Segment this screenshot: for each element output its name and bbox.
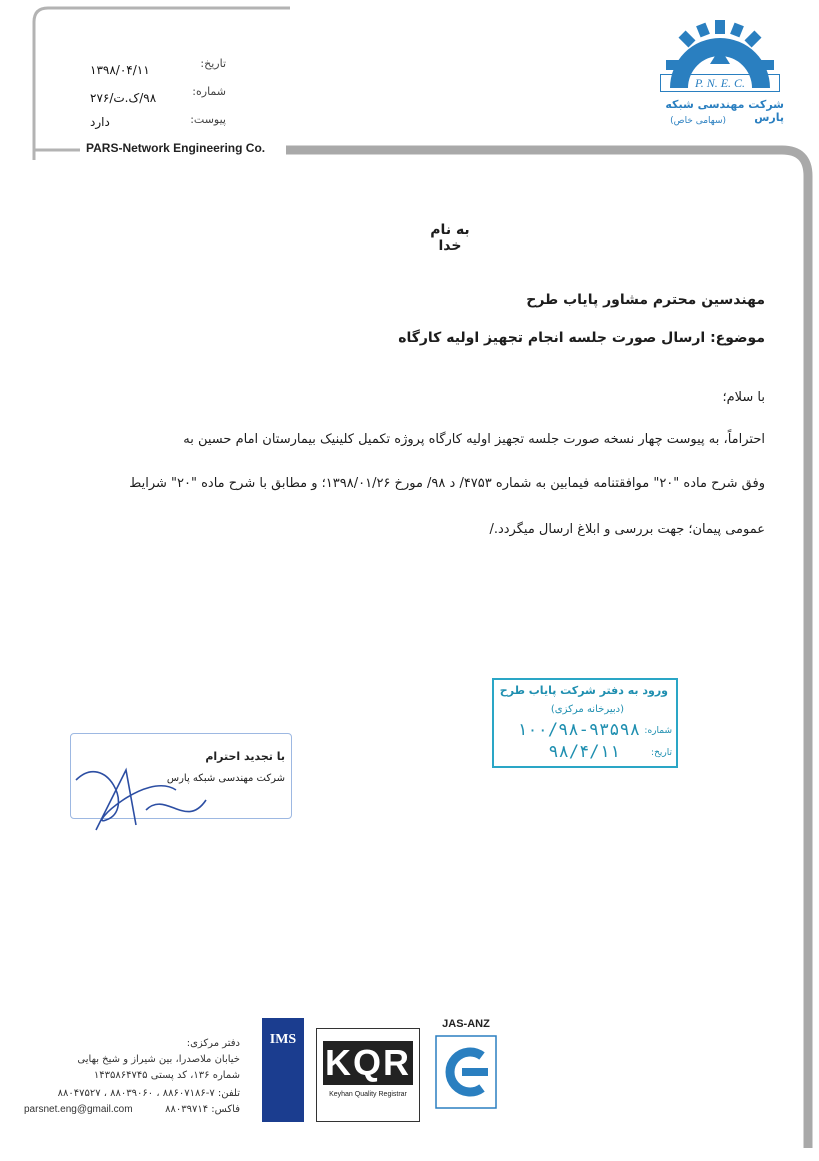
logo-company-name: شرکت مهندسی شبکه پارس	[665, 98, 784, 124]
address-line: خیابان ملاصدرا، بین شیراز و شیخ بهایی	[77, 1054, 240, 1065]
signatory-company: شرکت مهندسی شبکه پارس	[166, 773, 285, 784]
attachment-label: پیوست:	[190, 113, 226, 126]
ims-label: IMS	[269, 1032, 297, 1047]
office-title: دفتر مرکزی:	[186, 1038, 240, 1049]
body-line: عمومی پیمان؛ جهت بررسی و ابلاغ ارسال میگردد./	[489, 522, 765, 537]
greeting: با سلام؛	[722, 390, 765, 405]
email-link[interactable]: parsnet.eng@gmail.com	[24, 1104, 133, 1115]
addressee: مهندسین محترم مشاور پایاب طرح	[526, 292, 765, 308]
attachment-value: دارد	[90, 115, 110, 129]
handwritten-signature	[66, 740, 216, 840]
fax-line: فاکس: ۸۸۰۳۹۷۱۴	[165, 1104, 240, 1115]
kqr-label: KQR	[325, 1042, 411, 1083]
stamp-subtitle: (دبیرخانه مرکزی)	[550, 704, 624, 715]
ims-certification-logo	[262, 1018, 304, 1122]
address-line: شماره ۱۳۶، کد پستی ۱۴۳۵۸۶۴۷۴۵	[93, 1070, 240, 1081]
jas-anz-mark-icon	[432, 1030, 500, 1112]
company-name-english: PARS-Network Engineering Co.	[82, 137, 286, 159]
closing-text: با تجدید احترام	[205, 750, 285, 763]
company-logo	[646, 18, 786, 138]
date-value: ۱۳۹۸/۰۴/۱۱	[90, 63, 150, 77]
phone-line: تلفن: ۷-۸۸۶۰۷۱۸۶ ، ۸۸۰۳۹۰۶۰ ، ۸۸۰۴۷۵۲۷	[57, 1088, 240, 1099]
body-line: احتراماً، به پیوست چهار نسخه صورت جلسه تجهیز اولیه کارگاه پروژه تکمیل کلینیک بیمارستان امام حسین به	[183, 432, 765, 447]
logo-company-type: (سهامی خاص)	[670, 116, 726, 126]
stamp-title: ورود به دفتر شرکت پایاب طرح	[499, 684, 668, 697]
subject-line: موضوع: ارسال صورت جلسه انجام تجهیز اولیه کارگاه	[398, 330, 765, 346]
kqr-caption: Keyhan Quality Registrar	[329, 1091, 407, 1098]
salutation: به نام خدا	[430, 222, 470, 254]
jas-anz-certification-logo	[432, 1018, 500, 1122]
stamp-number-label: شماره:	[644, 726, 672, 736]
date-label: تاریخ:	[200, 57, 226, 70]
stamp-date-label: تاریخ:	[651, 748, 672, 758]
number-value: ۹۸/ک.ت/۲۷۶	[90, 91, 157, 105]
logo-acronym: P. N. E. C.	[660, 74, 780, 92]
kqr-certification-logo	[316, 1028, 420, 1122]
receipt-stamp	[492, 678, 678, 768]
number-label: شماره:	[192, 85, 226, 98]
stamp-date-value: ۹۸/۴/۱۱	[548, 742, 620, 762]
body-line: وفق شرح ماده "۲۰" موافقتنامه فیمابین به شماره ۴۷۵۳/ د ۹۸/ مورخ ۱۳۹۸/۰۱/۲۶؛ و مطابق با شرح ماده "۲۰" شرایط	[129, 476, 765, 491]
stamp-number-value: ۱۰۰/۹۸-۹۳۵۹۸	[517, 720, 640, 740]
jas-anz-label: JAS-ANZ	[442, 1018, 490, 1030]
